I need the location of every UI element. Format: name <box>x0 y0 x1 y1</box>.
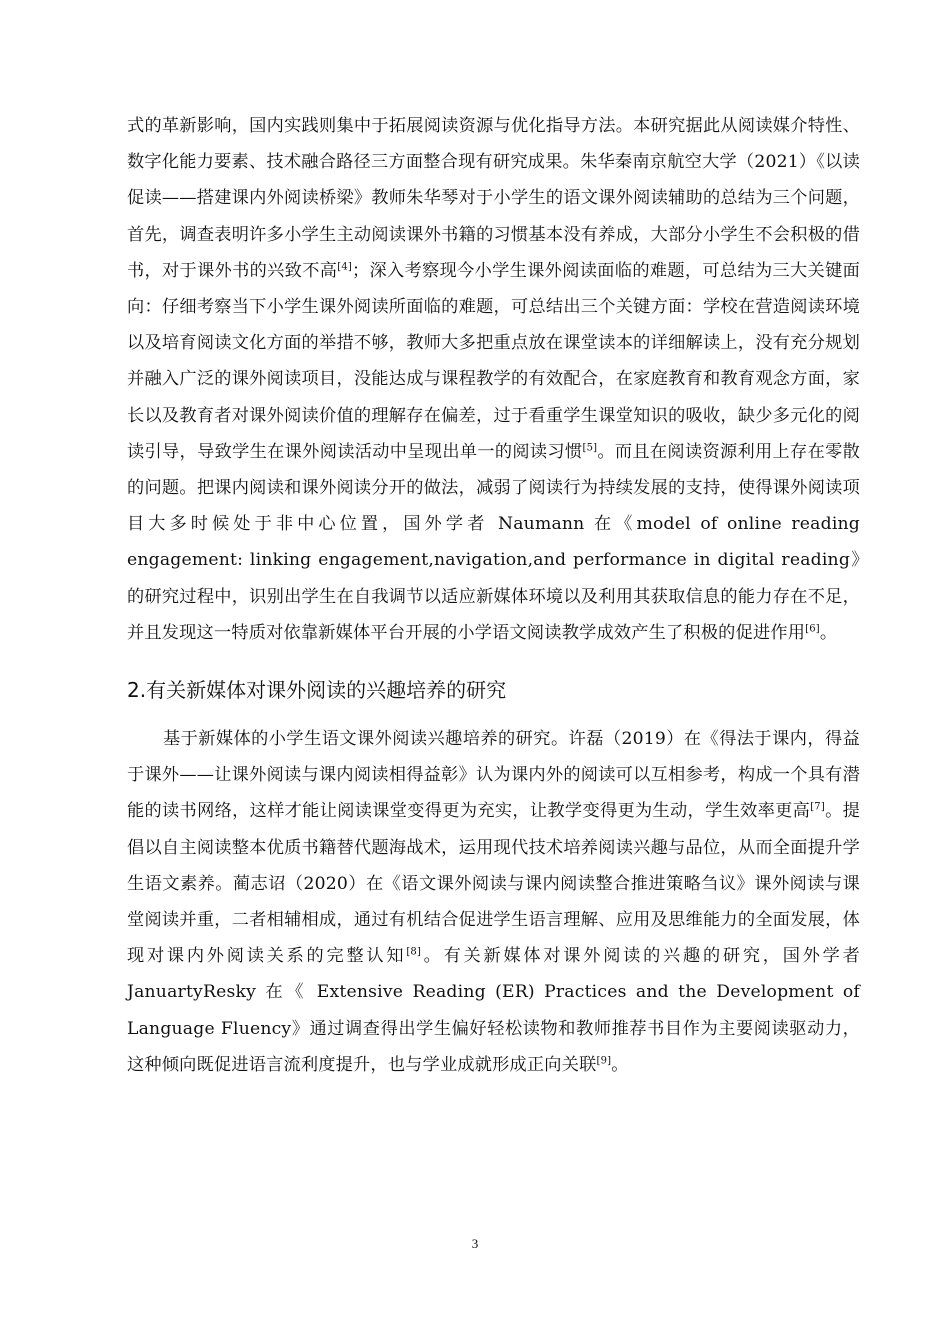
citation-marker: [7] <box>810 801 825 813</box>
citation-marker: [5] <box>582 442 598 454</box>
citation-marker: [6] <box>805 623 820 635</box>
page-number: 3 <box>471 1236 479 1251</box>
paragraph-text: 基于新媒体的小学生语文课外阅读兴趣培养的研究。许磊（2019）在《得法于课内，得益于课外——让课外阅读与课内阅读相得益彰》认为课内外的阅读可以互相参考，构成一个具有潜能的读书网络，这样才能让阅读课堂变得更为充实，让教学变得更为生动，学生效率更高 <box>127 729 860 822</box>
paragraph-text: ；深入考察现今小学生课外阅读面临的难题，可总结为三大关键面向：仔细考察当下小学生课外阅读所面临的难题，可总结出三个关键方面：学校在营造阅读环境以及培育阅读文化方面的举措不够，教师大多把重点放在课堂读本的详细解读上，没有充分规划并融入广泛的课外阅读项目，没能达成与课程教学的有效配合，在家庭教育和教育观念方面，家长以及教育者对课外阅读价值的理解存在偏差，过于看重学生课堂知识的吸收，缺少多元化的阅读引导，导致学生在课外阅读活动中呈现出单一的阅读习惯 <box>127 260 860 462</box>
citation-marker: [9] <box>596 1055 612 1067</box>
paragraph-continued <box>127 108 860 651</box>
paragraph-text: 。有关新媒体对课外阅读的兴趣的研究，国外学者 JanuartyResky 在《 Extensive Reading (ER) Practices and the Development of Language Fluency》通过调查得出学生偏好轻松读物和教师推荐书目作为主要阅读驱动力，这种倾向既促进语言流利度提升，也与学业成就形成正向关联 <box>127 946 860 1075</box>
paragraph-text: 式的革新影响，国内实践则集中于拓展阅读资源与优化指导方法。本研究据此从阅读媒介特性、数字化能力要素、技术融合路径三方面整合现有研究成果。朱华秦南京航空大学（2021）《以读促读——搭建课内外阅读桥梁》教师朱华琴对于小学生的语文课外阅读辅助的总结为三个问题，首先，调查表明许多小学生主动阅读课外书籍的习惯基本没有养成，大部分小学生不会积极的借书，对于课外书的兴致不高 <box>127 116 860 281</box>
paragraph <box>127 721 860 1083</box>
section-heading: 2.有关新媒体对课外阅读的兴趣培养的研究 <box>127 678 507 703</box>
citation-marker: [4] <box>337 261 353 273</box>
document-body <box>127 108 860 1083</box>
paragraph-text: 。而且在阅读资源利用上存在零散的问题。把课内阅读和课外阅读分开的做法，减弱了阅读行为持续发展的支持，使得课外阅读项目大多时候处于非中心位置，国外学者 Naumann 在《model of online reading engagement: linking engagement,navigation,and performance in digital reading》的研究过程中，识别出学生在自我调节以适应新媒体环境以及利用其获取信息的能力存在不足，并且发现这一特质对依靠新媒体平台开展的小学语文阅读教学成效产生了积极的促进作用 <box>127 441 860 643</box>
paragraph-text: 。 <box>611 1054 629 1075</box>
paragraph-text: 。提倡以自主阅读整本优质书籍替代题海战术，运用现代技术培养阅读兴趣与品位，从而全面提升学生语文素养。蔺志诏（2020）在《语文课外阅读与课内阅读整合推进策略刍议》课外阅读与课堂阅读并重，二者相辅相成，通过有机结合促进学生语言理解、应用及思维能力的全面发展，体现对课内外阅读关系的完整认知 <box>127 801 860 967</box>
paragraph-text: 。 <box>819 622 838 643</box>
citation-marker: [8] <box>406 946 422 958</box>
